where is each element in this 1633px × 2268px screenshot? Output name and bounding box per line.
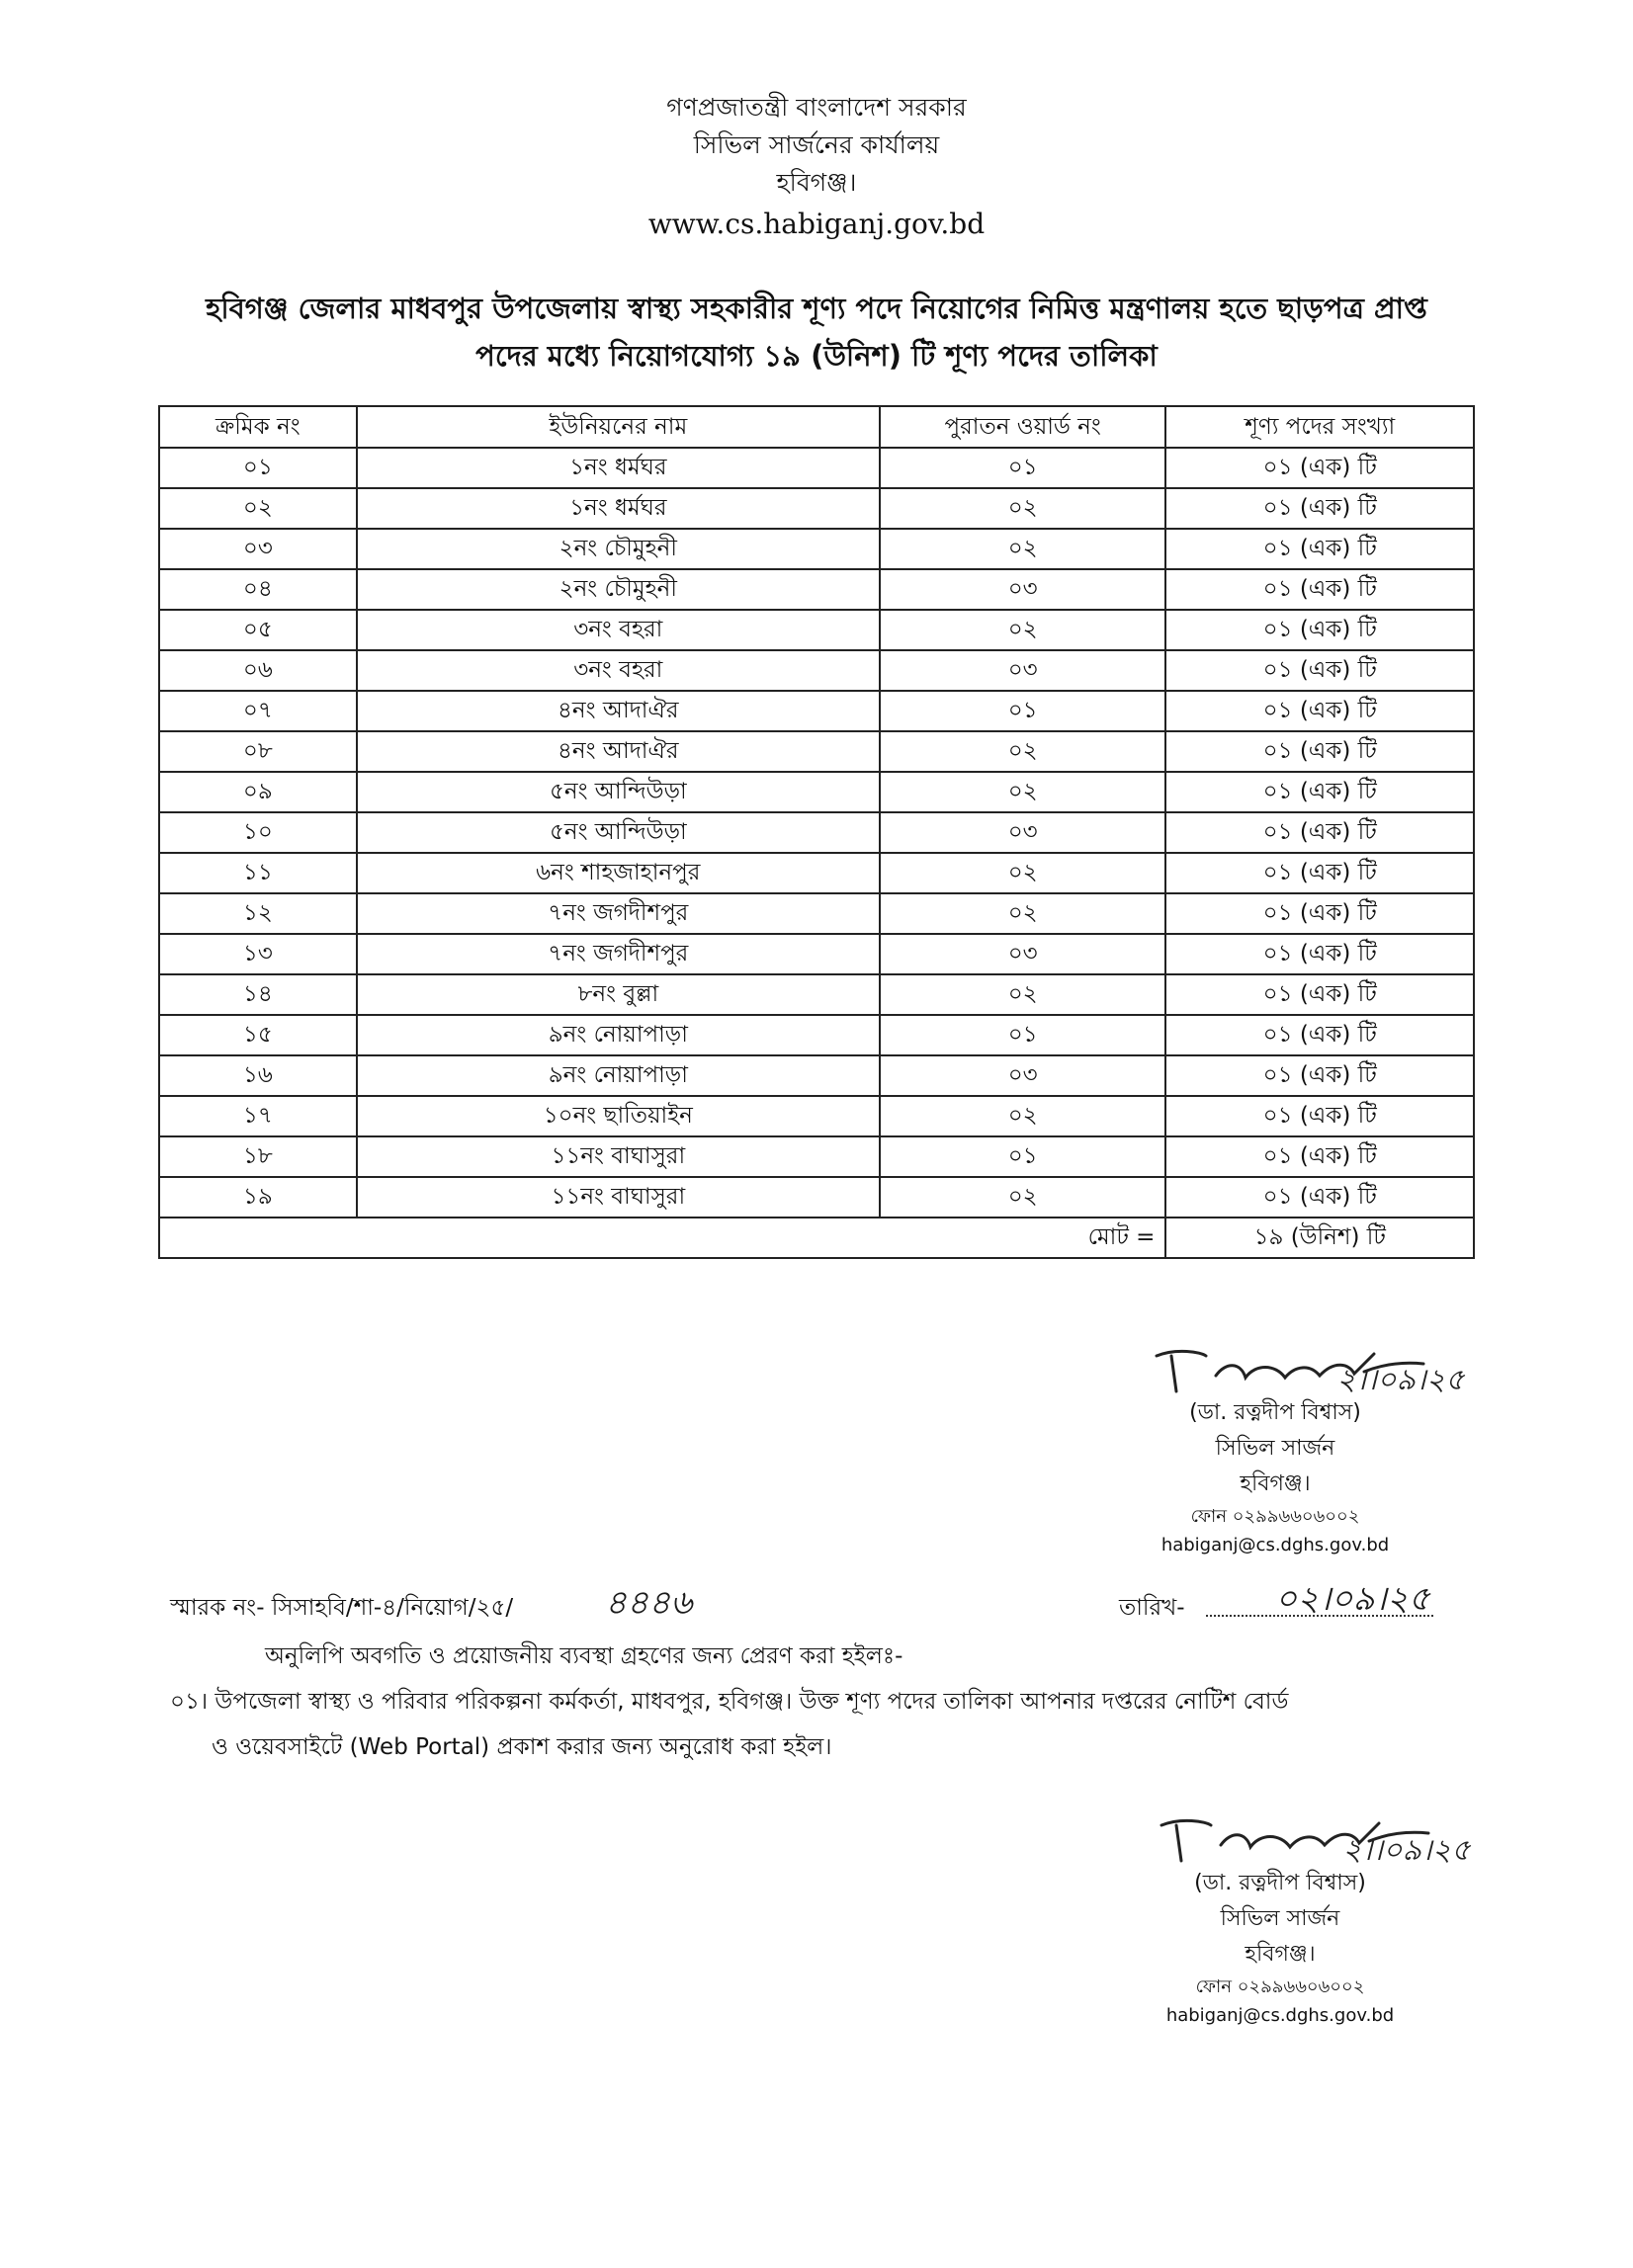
table-row [159,448,1474,488]
cell-vacancies: ০১ (এক) টি [1165,853,1474,893]
signer-phone: ফোন ০২৯৯৬৬০৬০০২ [1195,1976,1365,1997]
cell-ward: ০২ [880,1096,1166,1136]
cell-ward: ০১ [880,1015,1166,1055]
cell-serial: ০৩ [159,529,357,569]
table-row [159,610,1474,650]
col-header-union: ইউনিয়নের নাম [357,406,880,448]
cell-serial: ১৫ [159,1015,357,1055]
cell-ward: ০৩ [880,934,1166,974]
cell-vacancies: ০১ (এক) টি [1165,610,1474,650]
cell-union: ৭নং জগদীশপুর [357,893,880,934]
signer-place: হবিগঞ্জ। [1240,1471,1311,1496]
total-value: ১৯ (উনিশ) টি [1165,1218,1474,1258]
cell-vacancies: ০১ (এক) টি [1165,1096,1474,1136]
cell-ward: ০১ [880,448,1166,488]
copy-item-1-line-1: ০১। উপজেলা স্বাস্থ্য ও পরিবার পরিকল্পনা কর্মকর্তা, মাধবপুর, হবিগঞ্জ। উক্ত শূণ্য পদের তালিকা আপনার দপ্তরের নোটিশ বোর্ড [170,1689,1289,1715]
signer-designation: সিভিল সার্জন [1220,1906,1340,1931]
cell-union: ৫নং আন্দিউড়া [357,772,880,812]
cell-serial: ০৮ [159,731,357,772]
col-header-serial: ক্রমিক নং [159,406,357,448]
cell-vacancies: ০১ (এক) টি [1165,772,1474,812]
cell-union: ১১নং বাঘাসুরা [357,1177,880,1218]
cell-ward: ০২ [880,1177,1166,1218]
cell-serial: ০৪ [159,569,357,610]
cell-vacancies: ০১ (এক) টি [1165,488,1474,529]
cell-vacancies: ০১ (এক) টি [1165,1055,1474,1096]
cell-union: ৫নং আন্দিউড়া [357,812,880,853]
total-label: মোট = [159,1218,1165,1258]
subject-line-2: পদের মধ্যে নিয়োগযোগ্য ১৯ (উনিশ) টি শূণ্য পদের তালিকা [475,339,1158,373]
table-header-row [159,406,1474,448]
cell-ward: ০৩ [880,812,1166,853]
memo-ref-number: ৪৪৪৬ [605,1583,693,1623]
cell-union: ২নং চৌমুহনী [357,529,880,569]
cell-serial: ১৬ [159,1055,357,1096]
copy-intro: অনুলিপি অবগতি ও প্রয়োজনীয় ব্যবস্থা গ্রহণের জন্য প্রেরণ করা হইলঃ- [265,1643,903,1669]
cell-vacancies: ০১ (এক) টি [1165,691,1474,731]
table-row [159,1177,1474,1218]
cell-ward: ০২ [880,772,1166,812]
cell-serial: ১৪ [159,974,357,1015]
cell-ward: ০২ [880,529,1166,569]
signer-email: habiganj@cs.dghs.gov.bd [1160,1535,1390,1555]
cell-union: ৯নং নোয়াপাড়া [357,1015,880,1055]
signer-designation: সিভিল সার্জন [1215,1436,1335,1461]
cell-union: ৩নং বহরা [357,610,880,650]
cell-ward: ০২ [880,610,1166,650]
header-district: হবিগঞ্জ। [776,168,857,197]
table-row [159,731,1474,772]
copy-item-1-line-2: ও ওয়েবসাইটে (Web Portal) প্রকাশ করার জন্য অনুরোধ করা হইল। [212,1734,832,1760]
cell-ward: ০২ [880,974,1166,1015]
cell-union: ৪নং আদাঐর [357,731,880,772]
cell-union: ৩নং বহরা [357,650,880,691]
cell-union: ১১নং বাঘাসুরা [357,1136,880,1177]
cell-vacancies: ০১ (এক) টি [1165,974,1474,1015]
table-row [159,488,1474,529]
header-website: www.cs.habiganj.gov.bd [647,208,986,240]
table-row [159,934,1474,974]
table-row [159,812,1474,853]
cell-ward: ০২ [880,731,1166,772]
cell-vacancies: ০১ (এক) টি [1165,650,1474,691]
table-row [159,1096,1474,1136]
cell-vacancies: ০১ (এক) টি [1165,731,1474,772]
signer-name: (ডা. রত্নদীপ বিশ্বাস) [1189,1400,1361,1425]
cell-serial: ১১ [159,853,357,893]
cell-serial: ১৯ [159,1177,357,1218]
signature-date-1: ২।।০৯।২৫ [1336,1363,1465,1397]
cell-serial: ১০ [159,812,357,853]
cell-vacancies: ০১ (এক) টি [1165,1177,1474,1218]
vacancy-table [158,405,1475,1259]
signer-place: হবিগঞ্জ। [1245,1942,1316,1967]
cell-vacancies: ০১ (এক) টি [1165,1136,1474,1177]
signer-email: habiganj@cs.dghs.gov.bd [1165,2005,1395,2026]
cell-ward: ০১ [880,1136,1166,1177]
cell-ward: ০৩ [880,1055,1166,1096]
header-govt: গণপ্রজাতন্ত্রী বাংলাদেশ সরকার [666,93,967,122]
cell-ward: ০২ [880,853,1166,893]
table-row [159,772,1474,812]
cell-serial: ০১ [159,448,357,488]
cell-vacancies: ০১ (এক) টি [1165,934,1474,974]
cell-vacancies: ০১ (এক) টি [1165,893,1474,934]
col-header-ward: পুরাতন ওয়ার্ড নং [880,406,1166,448]
cell-vacancies: ০১ (এক) টি [1165,1015,1474,1055]
cell-union: ৭নং জগদীশপুর [357,934,880,974]
memo-ref-label: স্মারক নং- সিসাহবি/শা-৪/নিয়োগ/২৫/ [170,1595,514,1621]
cell-serial: ০৫ [159,610,357,650]
table-row [159,529,1474,569]
table-row [159,1015,1474,1055]
cell-union: ১০নং ছাতিয়াইন [357,1096,880,1136]
cell-union: ৪নং আদাঐর [357,691,880,731]
memo-date: ০২।০৯।২৫ [1275,1579,1430,1619]
cell-serial: ০২ [159,488,357,529]
cell-serial: ১৩ [159,934,357,974]
memo-date-label: তারিখ- [1119,1595,1185,1621]
table-row [159,650,1474,691]
cell-vacancies: ০১ (এক) টি [1165,448,1474,488]
table-row [159,691,1474,731]
cell-ward: ০৩ [880,569,1166,610]
table-row [159,853,1474,893]
cell-ward: ০২ [880,488,1166,529]
cell-serial: ০৬ [159,650,357,691]
subject-line-1: হবিগঞ্জ জেলার মাধবপুর উপজেলায় স্বাস্থ্য সহকারীর শূণ্য পদে নিয়োগের নিমিত্ত মন্ত্রণালয় হতে ছাড়পত্র প্রাপ্ত [206,292,1427,325]
cell-union: ১নং ধর্মঘর [357,488,880,529]
table-row [159,1055,1474,1096]
table-row [159,569,1474,610]
cell-union: ২নং চৌমুহনী [357,569,880,610]
cell-union: ১নং ধর্মঘর [357,448,880,488]
cell-ward: ০২ [880,893,1166,934]
signer-phone: ফোন ০২৯৯৬৬০৬০০২ [1190,1506,1360,1527]
signer-name: (ডা. রত্নদীপ বিশ্বাস) [1194,1871,1366,1895]
cell-ward: ০৩ [880,650,1166,691]
signature-block-1 [1117,1395,1433,1559]
header-office: সিভিল সার্জনের কার্যালয় [693,130,940,159]
cell-serial: ০৯ [159,772,357,812]
cell-serial: ১২ [159,893,357,934]
cell-vacancies: ০১ (এক) টি [1165,529,1474,569]
col-header-vacancies: শূণ্য পদের সংখ্যা [1165,406,1474,448]
cell-union: ৬নং শাহজাহানপুর [357,853,880,893]
cell-vacancies: ০১ (এক) টি [1165,569,1474,610]
cell-union: ৯নং নোয়াপাড়া [357,1055,880,1096]
cell-serial: ১৮ [159,1136,357,1177]
cell-ward: ০১ [880,691,1166,731]
signature-block-2 [1122,1866,1438,2030]
cell-union: ৮নং বুল্লা [357,974,880,1015]
signature-date-2: ২।।০৯।২৫ [1342,1833,1471,1868]
cell-vacancies: ০১ (এক) টি [1165,812,1474,853]
table-total-row [159,1218,1474,1258]
table-row [159,974,1474,1015]
table-row [159,893,1474,934]
table-row [159,1136,1474,1177]
cell-serial: ১৭ [159,1096,357,1136]
cell-serial: ০৭ [159,691,357,731]
